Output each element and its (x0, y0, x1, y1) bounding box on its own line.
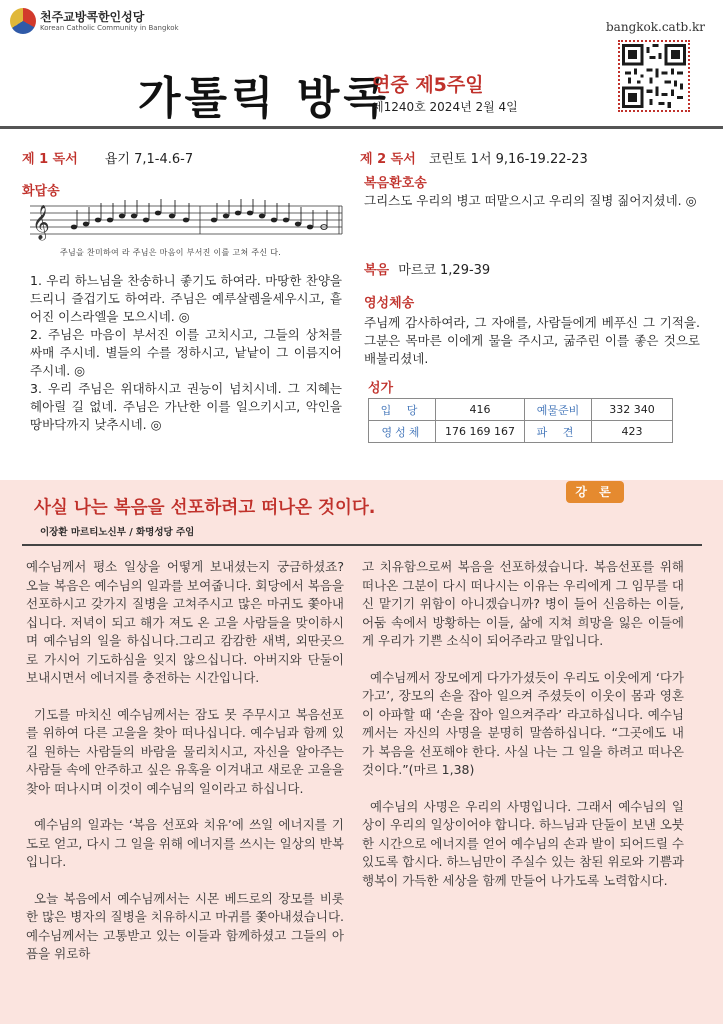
header-divider (0, 126, 723, 129)
psalm-label: 화답송 (22, 184, 60, 199)
newsletter-title: 가톨릭 방콕 (138, 73, 390, 124)
hymn-entrance-label: 입 당 (369, 399, 436, 421)
homily-author: 이장환 마르티노신부 / 화명성당 주임 (40, 527, 195, 538)
homily-paragraph: 고 치유함으로써 복음을 선포하셨습니다. 복음선포를 위해 떠나온 그분이 다시 떠나시는 이유는 우리에게 그 임무를 대신 맡기기 위함이 아니겠습니까? 병이 들어 신음하는 이들,어둠 속에서 방황하는 이들, 삶에 지쳐 희망을 잃은 이들에게 우리가 기쁜 소식이 되어주라고 말입니다. (362, 559, 684, 648)
homily-title: 사실 나는 복음을 선포하려고 떠나온 것이다. (34, 498, 376, 518)
homily-paragraph: 예수님께서 장모에게 다가가셨듯이 우리도 이웃에게 ‘다가가고’, 장모의 손을 잡아 일으켜 주셨듯이 이웃이 몸과 영혼이 아파할 때 ‘손을 잡아 일으켜주라’ 라고하십니다. 예수님께서는 자신의 사명을 분명히 말씀하십니다. “그곳에도 내가 복음을 선포해야 한다. 사실 나는 그 일을 하려고 떠나온 것이다.”(마르 1,38) (362, 669, 684, 777)
psalm-verse-1: 1. 우리 하느님을 찬송하니 좋기도 하여라. 마땅한 찬양을 드리니 즐겁기도 하여라. 주님은 예루살렘을세우시고, 흩어진 이스라엘을 모으시네. ◎ (30, 273, 342, 324)
first-reading-ref: 욥기 7,1-4.6-7 (104, 152, 194, 167)
homily-column-left (26, 558, 344, 964)
hymn-offertory-label: 예물준비 (525, 399, 592, 421)
homily-paragraph: 예수님의 사명은 우리의 사명입니다. 그래서 예수님의 일상이 우리의 일상이어야 합니다. 하느님과 단둘이 보낸 오붓한 시간으로 에너지를 얻어 예수님의 손과 발이 되어드릴 수 있도록 합시다. 하느님만이 주실수 있는 참된 위로와 기쁨과 행복이 가득한 세상을 함께 만들어 나가도록 노력합시다. (362, 798, 684, 888)
parish-name: 천주교방콕한인성당 (40, 10, 145, 24)
website-url[interactable]: bangkok.catb.kr (606, 20, 706, 34)
hymn-entrance-value: 416 (436, 399, 525, 421)
psalm-lyrics: 주님을 찬미하여 라 주님은 마음이 부서진 이를 고쳐 주신 다. (60, 248, 282, 257)
hymn-communion-label: 영성체 (369, 421, 436, 443)
homily-divider (22, 544, 702, 546)
parish-subtitle: Korean Catholic Community in Bangkok (40, 24, 179, 32)
acclamation-text: 그리스도 우리의 병고 떠맡으시고 우리의 질병 짊어지셨네. ◎ (364, 193, 697, 208)
acclamation-label: 복음환호송 (364, 176, 427, 191)
hymn-communion-value: 176 169 167 (436, 421, 525, 443)
qr-code[interactable] (618, 40, 690, 112)
psalm-verse-2: 2. 주님은 마음이 부서진 이를 고치시고, 그들의 상처를 싸매 주시네. 별들의 수를 정하시고, 낱낱이 그 이름지어 주시네. ◎ (30, 327, 342, 378)
communion-label: 영성체송 (364, 296, 415, 311)
hymn-offertory-value: 332 340 (592, 399, 673, 421)
homily-paragraph: 예수님의 일과는 ‘복음 선포와 치유’에 쓰일 에너지를 기도로 얻고, 다시 그 일을 위해 에너지를 쓰시는 일상의 반복입니다. (26, 817, 344, 869)
music-staff-graphic (30, 198, 350, 244)
first-reading (22, 148, 193, 167)
homily-tag: 강 론 (566, 481, 624, 503)
second-reading (360, 148, 588, 167)
psalm-verse-3: 3. 우리 주님은 위대하시고 권능이 넘치시네. 그 지혜는 헤아릴 길 없네. 주님은 가난한 이를 일으키시고, 악인을 땅바닥까지 낮추시네. ◎ (30, 381, 342, 432)
second-reading-label: 제 2 독서 (360, 152, 416, 167)
psalm-music-staff (30, 198, 350, 244)
parish-logo (10, 8, 36, 34)
table-row (369, 421, 673, 443)
hymn-recessional-label: 파 견 (525, 421, 592, 443)
homily-paragraph: 기도를 마치신 예수님께서는 잠도 못 주무시고 복음선포를 위하여 다른 고을을 찾아 떠나십니다. 예수님과 함께 있길 원하는 사람들의 바람을 물리치시고, 자신을 알아주는 사람들 속에 안주하고 싶은 유혹을 이겨내고 새로운 고을을 찾아 떠나시며 이것이 예수님의 일이라고 하십니다. (26, 706, 344, 796)
gospel-label: 복음 (364, 263, 390, 278)
liturgical-sunday: 연중 제5주일 (372, 74, 484, 96)
second-reading-ref: 코린토 1서 9,16-19.22-23 (428, 152, 588, 167)
hymns-table (368, 398, 673, 443)
gospel-ref: 마르코 1,29-39 (398, 263, 491, 278)
communion-text: 주님께 감사하여라, 그 자애를, 사람들에게 베푸신 그 기적을. 그분은 목마른 이에게 물을 주시고, 굶주린 이를 좋은 것으로 배불리셨네. (364, 315, 700, 366)
qr-code-graphic (622, 44, 686, 108)
table-row (369, 399, 673, 421)
homily-paragraph: 예수님께서 평소 일상을 어떻게 보내셨는지 궁금하셨죠? 오늘 복음은 예수님의 일과를 보여줍니다. 회당에서 복음을 선포하시고 갖가지 질병을 고쳐주시고 많은 마귀도 쫓아내십니다. 저녁이 되고 해가 져도 온 고을 사람들을 맞이하시며 예수님의 일을 하십니다.그리고 캄캄한 새벽, 외딴곳으로 가시어 기도하심을 잊지 않으십니다. 아버지와 단둘이 보내시면서 에너지를 충전하는 시간입니다. (26, 559, 344, 685)
issue-info: 제1240호 2024년 2월 4일 (372, 100, 518, 114)
homily-column-right (362, 558, 684, 908)
hymns-label: 성가 (368, 381, 394, 396)
gospel (364, 259, 490, 278)
first-reading-label: 제 1 독서 (22, 152, 78, 167)
psalm-verses (30, 272, 342, 434)
hymn-recessional-value: 423 (592, 421, 673, 443)
homily-paragraph: 오늘 복음에서 예수님께서는 시몬 베드로의 장모를 비롯한 많은 병자의 질병을 치유하시고 마귀를 쫓아내셨습니다. 예수님께서는 고통받고 있는 이들과 함께하셨고 그들의 아픔을 위로하 (26, 890, 344, 961)
svg-text:𝄞: 𝄞 (32, 205, 50, 240)
